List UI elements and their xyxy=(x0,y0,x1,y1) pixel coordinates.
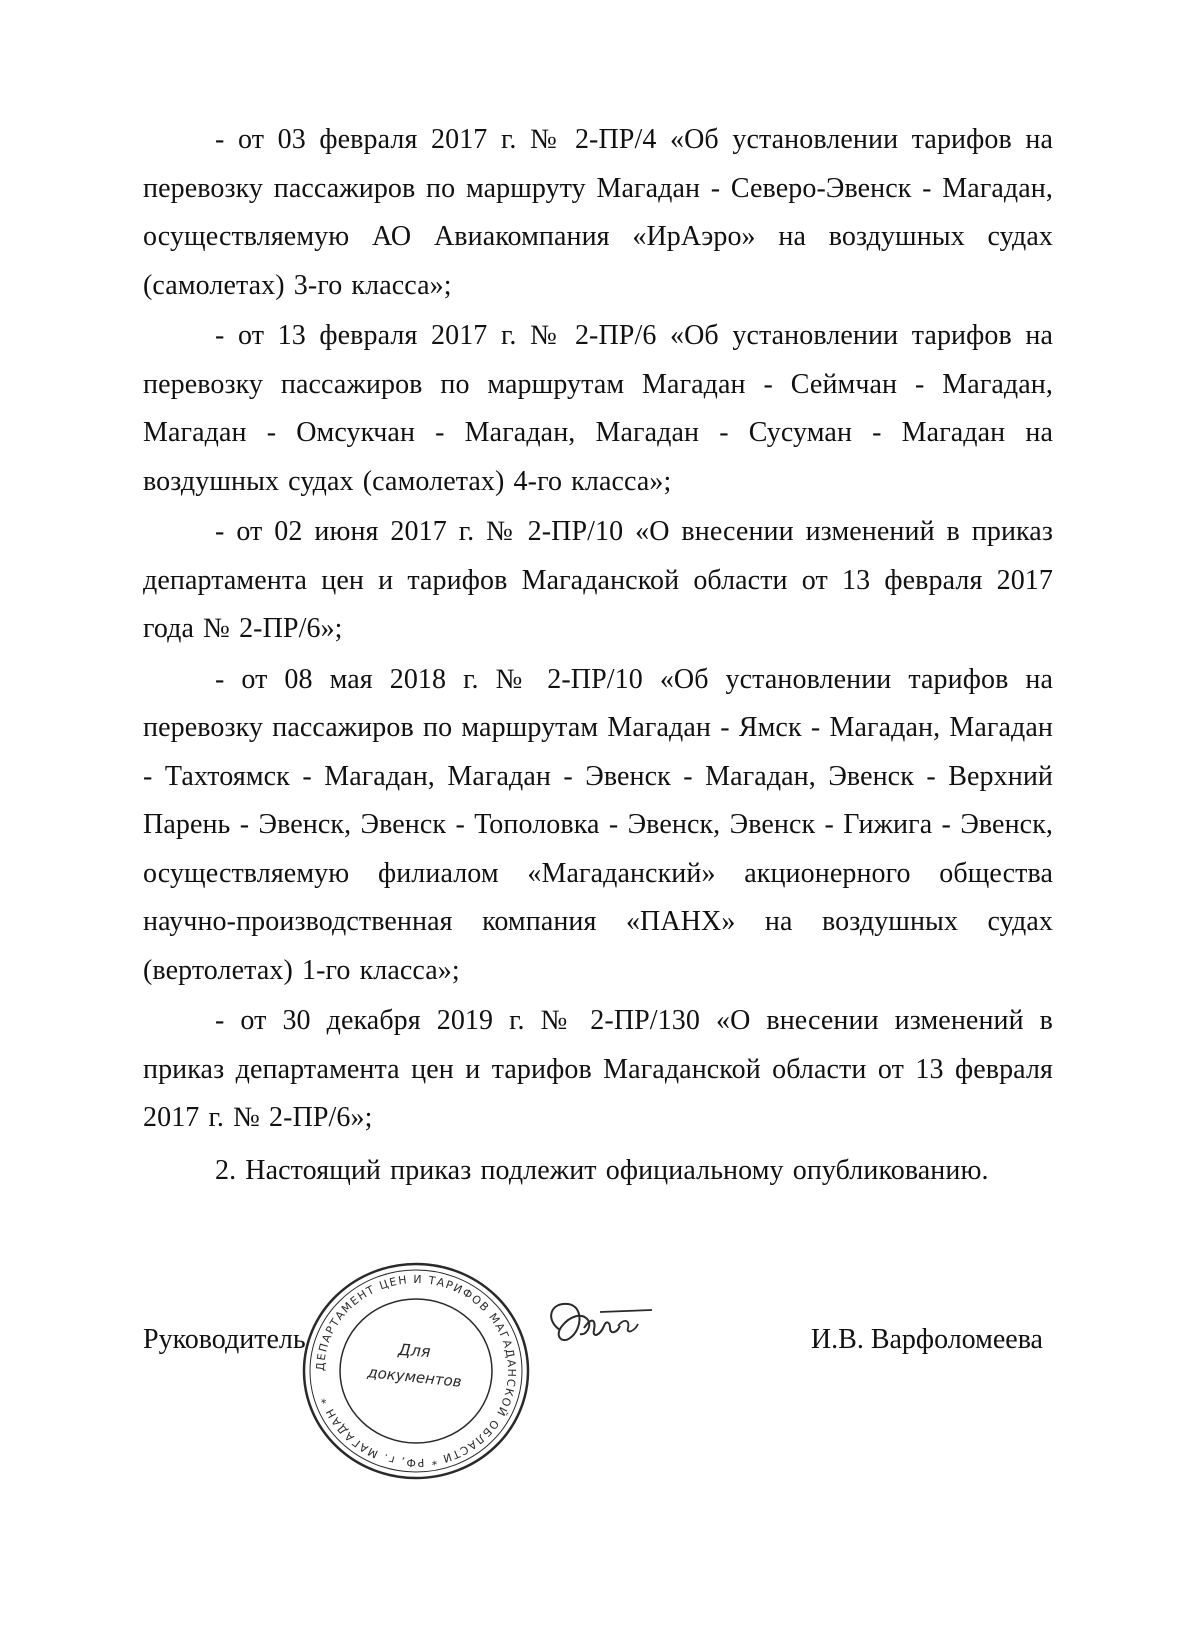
document-body xyxy=(143,116,1053,1195)
publication-clause: 2. Настоящий приказ подлежит официальному опубликованию. xyxy=(215,1154,989,1186)
signatory-name: И.В. Варфоломеева xyxy=(810,1324,1043,1355)
signatory-position: Руководитель xyxy=(143,1324,306,1355)
stamp-center-line-2: документов xyxy=(366,1363,463,1391)
handwritten-signature xyxy=(540,1290,660,1360)
list-item-order-2017-02-03: - от 03 февраля 2017 г. № 2-ПР/4 «Об установлении тарифов на перевозку пассажиров по маршруту Магадан - Северо-Эвенск - Магадан, осуществляемую АО Авиакомпания «ИрАэро» на воздушных судах (самолетах) 3-го класса»; xyxy=(143,124,1053,301)
list-item-order-2017-06-02: - от 02 июня 2017 г. № 2-ПР/10 «О внесении изменений в приказ департамента цен и тарифов Магаданской области от 13 февраля 2017 года № 2-ПР/6»; xyxy=(143,516,1053,644)
stamp-center-line-1: Для xyxy=(397,1339,432,1362)
official-seal-stamp xyxy=(296,1256,536,1486)
list-item-order-2018-05-08: - от 08 мая 2018 г. № 2-ПР/10 «Об установлении тарифов на перевозку пассажиров по маршрутам Магадан - Ямск - Магадан, Магадан - Тахтоямск - Магадан, Магадан - Эвенск - Магадан, Эвенск - Верхний Парень - Эвенск, Эвенск - Тополовка - Эвенск, Эвенск - Гижига - Эвенск, осуществляемую филиалом «Магаданский» акционерного общества научно-производственная компания «ПАНХ» на воздушных судах (вертолетах) 1-го класса»; xyxy=(143,663,1053,986)
list-item-order-2017-02-13: - от 13 февраля 2017 г. № 2-ПР/6 «Об установлении тарифов на перевозку пассажиров по маршрутам Магадан - Сеймчан - Магадан, Магадан - Омсукчан - Магадан, Магадан - Сусуман - Магадан на воздушных судах (самолетах) 4-го класса»; xyxy=(143,320,1053,497)
stamp-ring-text: ДЕПАРТАМЕНТ ЦЕН И ТАРИФОВ МАГАДАНСКОЙ ОБЛАСТИ * РФ, г. МАГАДАН * xyxy=(313,1272,519,1470)
list-item-order-2019-12-30: - от 30 декабря 2019 г. № 2-ПР/130 «О внесении изменений в приказ департамента цен и тарифов Магаданской области от 13 февраля 2017 г. № 2-ПР/6»; xyxy=(143,1005,1053,1133)
